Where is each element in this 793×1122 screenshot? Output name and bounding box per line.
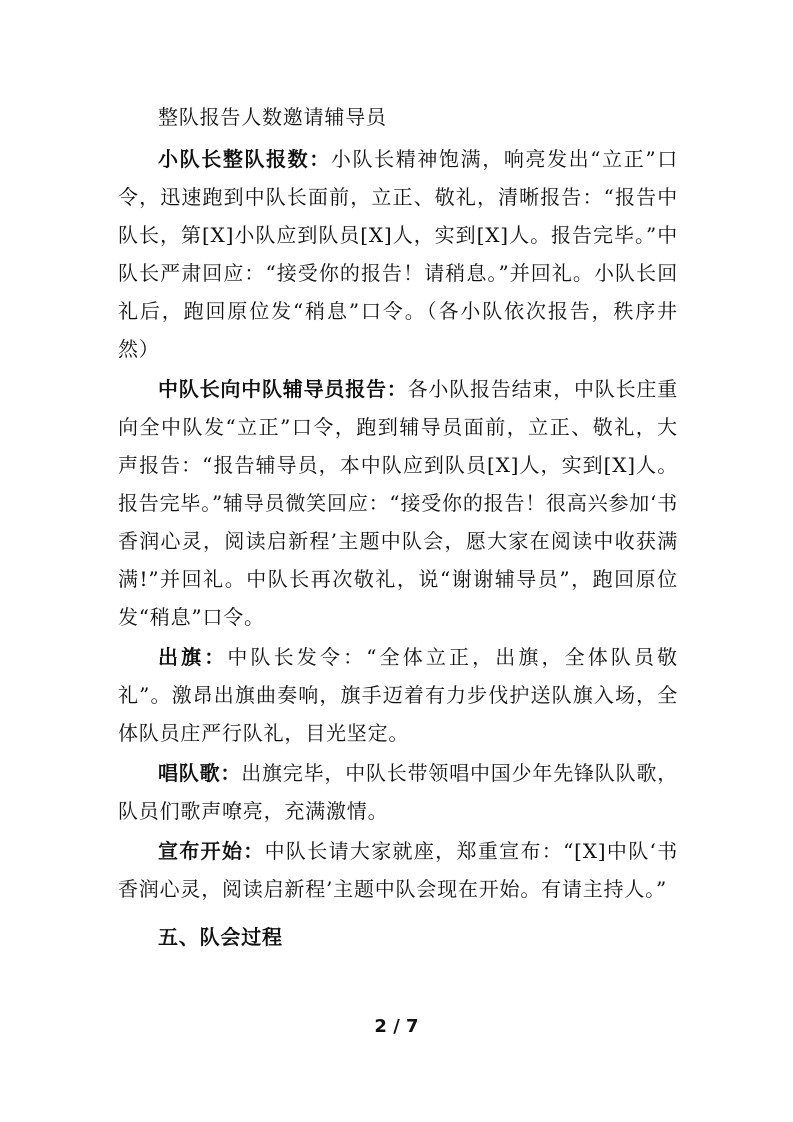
- paragraph-counselor-report: [118, 370, 678, 636]
- paragraph-label: 唱队歌：: [158, 761, 242, 785]
- paragraph-label: 宣布开始：: [158, 839, 265, 863]
- paragraph-label: 小队长整队报数：: [158, 147, 331, 171]
- document-body: [118, 98, 678, 956]
- paragraph-text: 小队长精神饱满，响亮发出“立正”口令，迅速跑到中队长面前，立正、敬礼，清晰报告：“报告中队长，第[X]小队应到队员[X]人，实到[X]人。报告完毕。”中队长严肃回应：“接受你的报告！请稍息。”并回礼。小队长回礼后，跑回原位发“稍息”口令。（各小队依次报告，秩序井然）: [118, 147, 678, 361]
- paragraph-squad-report: [118, 140, 678, 368]
- paragraph-announce-start: [118, 832, 678, 908]
- page-number: 2 / 7: [374, 1016, 419, 1037]
- paragraph-text: 出旗完毕，中队长带领唱中国少年先锋队队歌，队员们歌声嘹亮，充满激情。: [118, 761, 679, 823]
- subsection-title: 整队报告人数邀请辅导员: [158, 105, 387, 129]
- paragraph-text: 中队长请大家就座，郑重宣布：“[X]中队‘书香润心灵，阅读启新程’主题中队会现在开始。有请主持人。”: [118, 839, 679, 901]
- paragraph-label: 出旗：: [158, 645, 228, 669]
- paragraph-flag-out: [118, 638, 678, 752]
- paragraph-text: 中队长发令：“全体立正，出旗，全体队员敬礼”。激昂出旗曲奏响，旗手迈着有力步伐护送队旗入场，全体队员庄严行队礼，目光坚定。: [118, 645, 678, 745]
- paragraph-text: 各小队报告结束，中队长庄重向全中队发“立正”口令，跑到辅导员面前，立正、敬礼，大声报告：“报告辅导员，本中队应到队员[X]人，实到[X]人。报告完毕。”辅导员微笑回应：“接受你的报告！很高兴参加‘书香润心灵，阅读启新程’主题中队会，愿大家在阅读中收获满满!”并回礼。中队长再次敬礼，说“谢谢辅导员”，跑回原位发“稍息”口令。: [118, 377, 679, 629]
- section-heading: 五、队会过程: [158, 925, 283, 949]
- paragraph-label: 中队长向中队辅导员报告：: [158, 377, 408, 401]
- paragraph-anthem: [118, 754, 678, 830]
